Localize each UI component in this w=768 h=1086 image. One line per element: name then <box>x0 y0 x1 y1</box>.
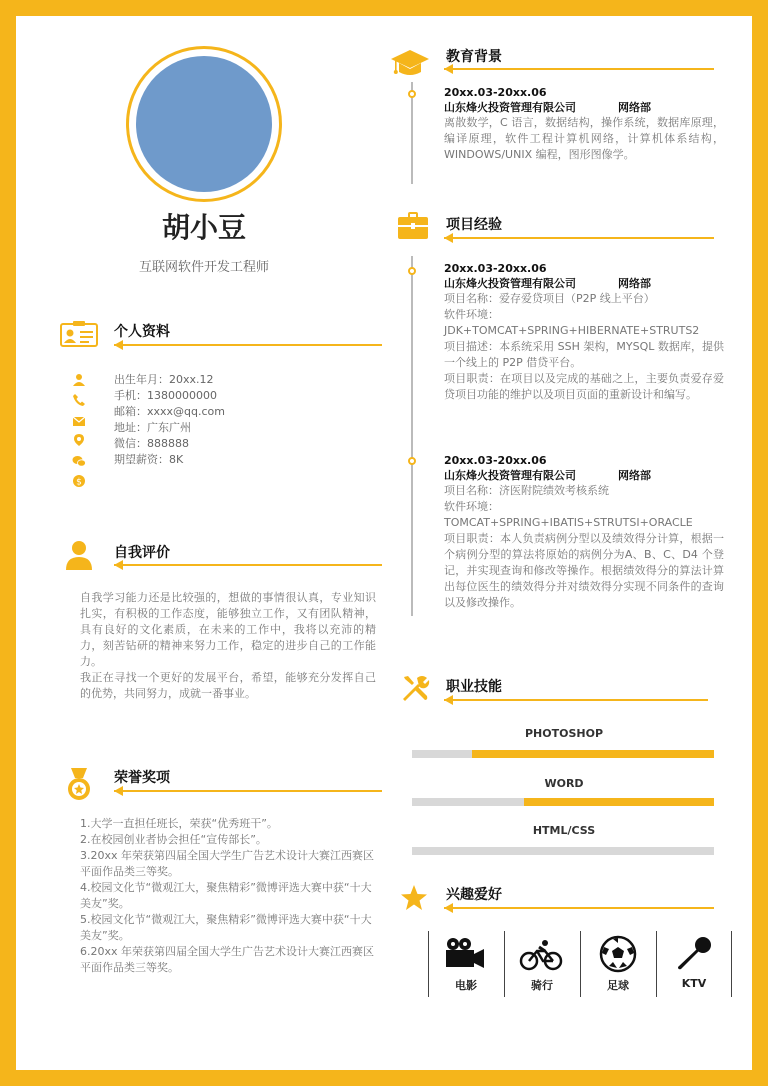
entry-line: 项目名称：爱存爱贷项目（P2P 线上平台） <box>444 292 655 305</box>
section-divider <box>444 907 714 909</box>
entry-body <box>444 291 724 403</box>
user-icon <box>72 373 86 387</box>
entry-line: 软件环境： <box>444 500 499 513</box>
education-entry <box>444 86 724 163</box>
football-icon <box>599 935 637 973</box>
section-title-projects: 项目经验 <box>446 217 502 233</box>
skill-bar <box>412 750 714 758</box>
star-icon <box>400 884 428 912</box>
id-card-icon <box>60 321 98 347</box>
skill-name: WORD <box>544 777 584 790</box>
section-divider <box>444 237 714 239</box>
skill-name: PHOTOSHOP <box>524 727 603 740</box>
hobby-item <box>656 931 732 997</box>
skill-bar-fill <box>524 798 714 806</box>
entry-line: 项目职责：本人负责病例分型以及绩效得分计算，根据一个病例分型的算法将原始的病例分为A、B、C、D4 个登记，并实现查询和修改等操作。根据绩效得分的算法计算出每位医生的绩效得分并对绩效得分实现不同条件的查询以及修改操作。 <box>444 532 724 609</box>
entry-org <box>444 467 724 483</box>
info-wechat: 微信：888888 <box>114 437 189 450</box>
hobby-label: 电影 <box>455 979 477 992</box>
entry-body: 离散数学，C 语言，数据结构，操作系统，数据库原理，编译原理，软件工程计算机网络，计算机体系结构，WINDOWS/UNIX 编程，图形图像学。 <box>444 116 724 161</box>
entry-org <box>444 99 724 115</box>
skill-bar-fill <box>472 750 714 758</box>
list-item: 5.校园文化节“微观江大，聚焦精彩”微博评选大赛中获“十大美友”奖。 <box>80 913 372 942</box>
section-title-personal: 个人资料 <box>114 324 170 340</box>
timeline-dot <box>408 457 416 465</box>
resume-page <box>16 16 752 1070</box>
project-entry <box>444 262 724 403</box>
entry-line: JDK+TOMCAT+SPRING+HIBERNATE+STRUTS2 <box>444 324 700 337</box>
self-eval-paragraph: 自我学习能力还是比较强的，想做的事情很认真，专业知识扎实，有积极的工作态度，能够独立工作，又有团队精神，具有良好的文化素质，在未来的工作中，我将以充沛的精力，刻苦钻研的精神来努力工作，稳定的进步自己的工作能力。 <box>80 591 376 668</box>
list-item: 4.校园文化节“微观江大，聚焦精彩”微博评选大赛中获“十大美友”奖。 <box>80 881 372 910</box>
section-divider <box>444 68 714 70</box>
list-item: 3.20xx 年荣获第四届全国大学生广告艺术设计大赛江西赛区平面作品类三等奖。 <box>80 849 375 878</box>
skill-name: HTML/CSS <box>532 824 596 837</box>
list-item: 6.20xx 年荣获第四届全国大学生广告艺术设计大赛江西赛区平面作品类三等奖。 <box>80 945 375 974</box>
skill-bar <box>412 847 714 855</box>
list-item: 1.大学一直担任班长，荣获“优秀班干”。 <box>80 817 278 830</box>
graduation-cap-icon <box>390 48 430 80</box>
entry-company: 山东烽火投资管理有限公司 <box>444 101 576 114</box>
self-eval-paragraph: 我正在寻找一个更好的发展平台，希望，能够充分发挥自己的优势，共同努力，成就一番事业。 <box>80 671 376 700</box>
entry-dept: 网络部 <box>618 469 651 482</box>
self-eval-text <box>80 590 376 702</box>
mail-icon <box>72 414 86 428</box>
hobby-item <box>428 931 503 997</box>
microphone-icon <box>675 935 713 973</box>
bicycle-icon <box>519 939 563 971</box>
entry-org <box>444 275 724 291</box>
list-item: 2.在校园创业者协会担任“宣传部长”。 <box>80 833 267 846</box>
camera-icon <box>444 937 486 971</box>
entry-date: 20xx.03-20xx.06 <box>444 86 547 99</box>
entry-line: TOMCAT+SPRING+IBATIS+STRUTSI+ORACLE <box>444 516 693 529</box>
info-email: 邮箱：xxxx@qq.com <box>114 405 225 418</box>
section-title-education: 教育背景 <box>446 49 502 65</box>
hobby-item <box>580 931 655 997</box>
hobby-label: 足球 <box>607 979 629 992</box>
hobby-item <box>504 931 579 997</box>
entry-company: 山东烽火投资管理有限公司 <box>444 469 576 482</box>
hobby-label: KTV <box>681 977 707 990</box>
money-icon <box>72 474 86 488</box>
info-salary: 期望薪资：8K <box>114 453 184 466</box>
avatar-photo <box>136 56 272 192</box>
person-icon <box>66 540 92 570</box>
medal-icon <box>66 768 92 802</box>
info-address: 地址：广东广州 <box>114 421 191 434</box>
person-name: 胡小豆 <box>161 211 246 244</box>
info-birth: 出生年月：20xx.12 <box>114 373 214 386</box>
hobby-label: 骑行 <box>531 979 553 992</box>
info-phone: 手机：1380000000 <box>114 389 217 402</box>
wechat-icon <box>72 454 86 468</box>
timeline-line <box>411 256 413 616</box>
section-title-skills: 职业技能 <box>446 679 502 695</box>
section-divider <box>444 699 708 701</box>
entry-company: 山东烽火投资管理有限公司 <box>444 277 576 290</box>
briefcase-icon <box>398 212 428 240</box>
section-title-honors: 荣誉奖项 <box>114 770 170 786</box>
section-title-hobbies: 兴趣爱好 <box>446 887 502 903</box>
entry-body <box>444 483 724 611</box>
entry-line: 项目名称：济医附院绩效考核系统 <box>444 484 609 497</box>
phone-icon <box>72 393 86 407</box>
timeline-dot <box>408 267 416 275</box>
svg-text:$: $ <box>76 477 82 488</box>
timeline-dot <box>408 90 416 98</box>
location-icon <box>72 433 86 447</box>
section-title-self-eval: 自我评价 <box>114 545 170 561</box>
entry-line: 项目描述：本系统采用 SSH 架构，MYSQL 数据库，提供一个线上的 P2P 借贷平台。 <box>444 340 724 369</box>
entry-date: 20xx.03-20xx.06 <box>444 454 547 467</box>
entry-line: 软件环境： <box>444 308 499 321</box>
section-divider <box>114 790 382 792</box>
section-divider <box>114 344 382 346</box>
honors-list <box>80 816 374 976</box>
entry-line: 项目职责：在项目以及完成的基础之上，主要负责爱存爱贷项目功能的维护以及项目页面的重新设计和编写。 <box>444 372 724 401</box>
project-entry <box>444 454 724 611</box>
skill-bar <box>412 798 714 806</box>
entry-date: 20xx.03-20xx.06 <box>444 262 547 275</box>
section-divider <box>114 564 382 566</box>
job-title: 互联网软件开发工程师 <box>138 260 269 275</box>
entry-dept: 网络部 <box>618 101 651 114</box>
entry-dept: 网络部 <box>618 277 651 290</box>
tools-icon <box>400 674 430 704</box>
avatar <box>126 46 282 202</box>
